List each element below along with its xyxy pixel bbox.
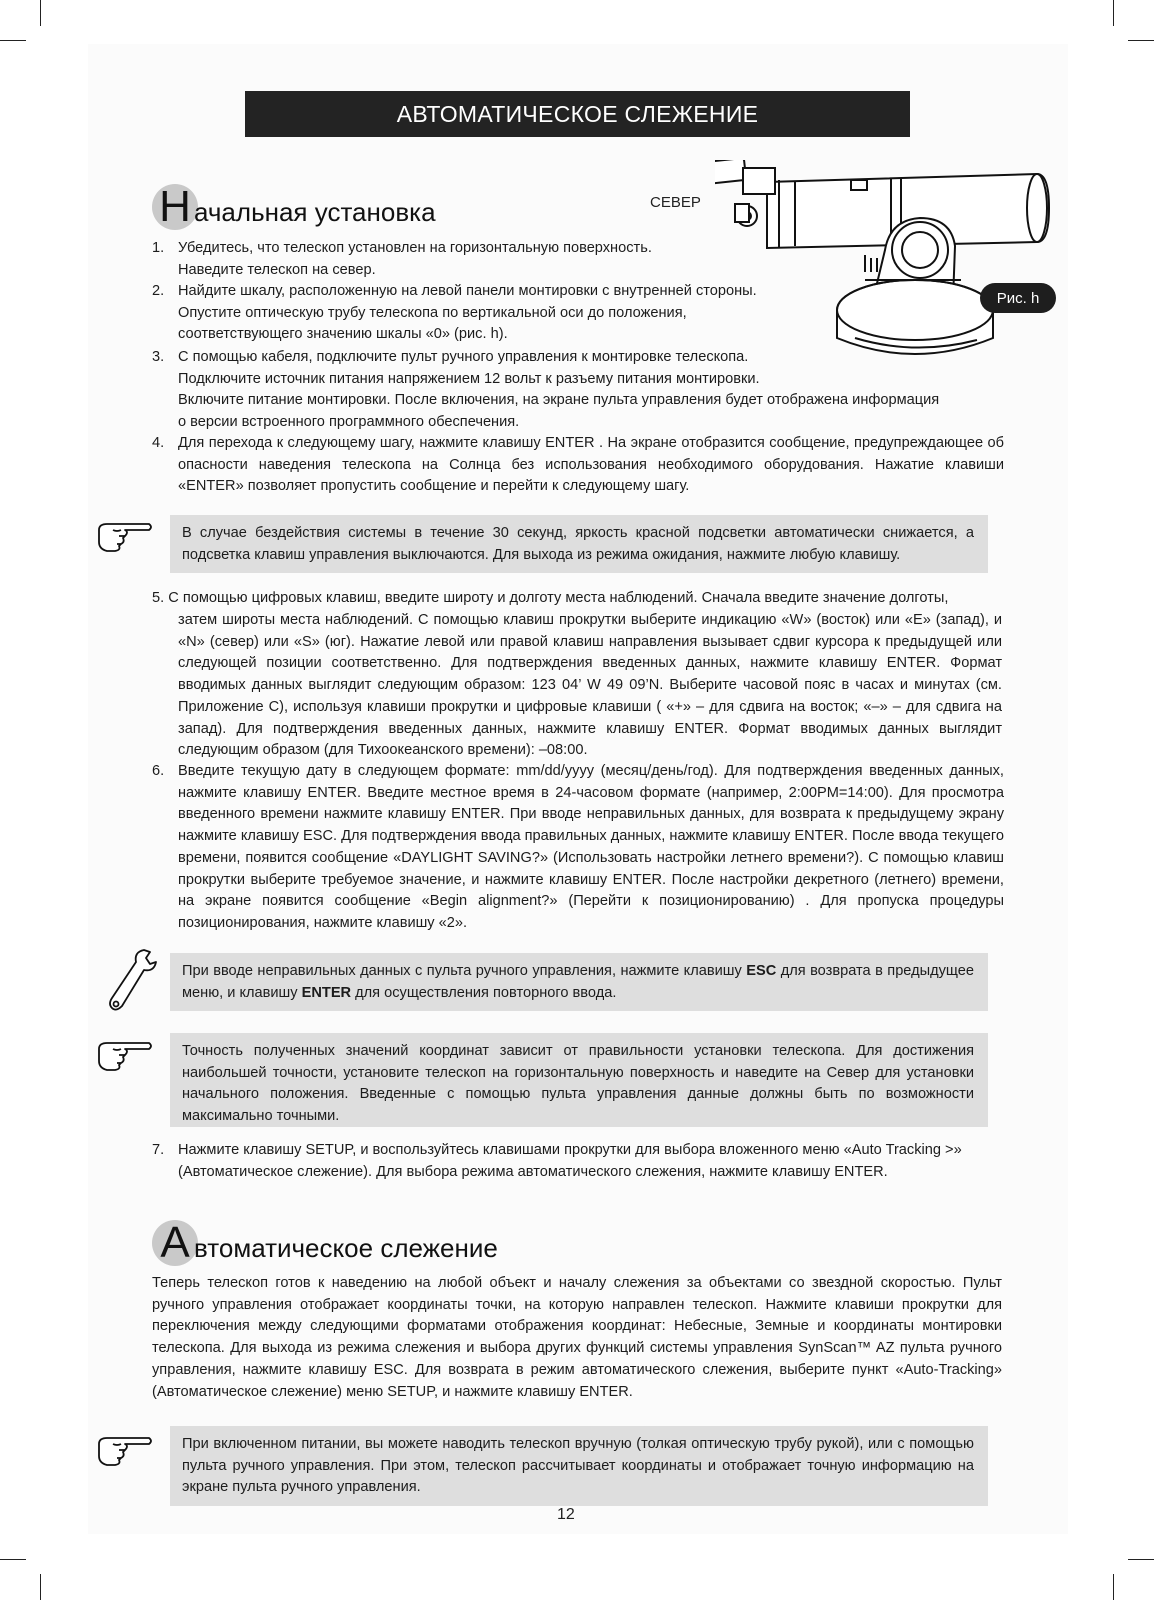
step-number: 5. xyxy=(152,590,165,606)
key-esc: ESC xyxy=(746,963,777,979)
crop-mark xyxy=(0,1559,26,1560)
auto-tracking-paragraph: Теперь телескоп готов к наведению на любой объект и началу слежения за объектами со звездной скоростью. Пульт ручного управления отображает координаты точки, на которую направлен телескоп. Нажмите клавиши прокрутки для переключения между следующими форматами отображения координат: Небесные, Земные и координаты монтировки телескопа. Для выхода из режима слежения и выбора других функций системы управления SynScan™ AZ пульта ручного управления, нажмите клавишу ESC. Для возврата в режим автоматического слежения, выберите пункт «Auto-Tracking» (Автоматическое слежение) меню SETUP, и нажмите клавишу ENTER. xyxy=(152,1275,1002,1400)
section-heading-text: ачальная установка xyxy=(194,196,436,227)
note-text: При вводе неправильных данных с пульта ручного управления, нажмите клавишу xyxy=(182,963,747,979)
step-line: Опустите оптическую трубу телескопа по вертикальной оси до положения, xyxy=(178,304,687,321)
crop-mark xyxy=(1113,0,1114,26)
step-text xyxy=(178,347,1008,434)
note-box-standby: В случае бездействия системы в течение 30 секунд, яркость красной подсветки автоматически снижается, а подсветка клавиш управления выключаются. Для выхода из режима ожидания, нажмите любую клавишу. xyxy=(170,515,988,573)
step-number: 1. xyxy=(152,240,165,256)
step-line: Убедитесь, что телескоп установлен на горизонтальную поверхность. xyxy=(178,240,652,256)
pointing-hand-icon xyxy=(95,1432,155,1468)
pointing-hand-icon xyxy=(95,1037,155,1073)
wrench-icon xyxy=(104,946,160,1014)
step-line: Включите питание монтировки. После включения, на экране пульта управления будет отображена информация xyxy=(178,392,940,409)
step-line: Наведите телескоп на север. xyxy=(178,261,376,278)
step-number: 2. xyxy=(152,283,165,299)
crop-mark xyxy=(1128,1559,1154,1560)
step-line: Подключите источник питания напряжением 12 вольт к разъему питания монтировки. xyxy=(178,370,760,387)
page-title: АВТОМАТИЧЕСКОЕ СЛЕЖЕНИЕ xyxy=(245,91,910,137)
crop-mark xyxy=(40,1574,41,1600)
step-text: Для перехода к следующему шагу, нажмите клавишу ENTER . На экране отобразится сообщение, предупреждающее об опасности наведения телескопа на Солнца без использования необходимого оборудования. Нажатие клавиши «ENTER» позволяет пропустить сообщение и перейти к следующему шагу. xyxy=(178,435,1004,495)
step-text: Введите текущую дату в следующем формате: mm/dd/yyyy (месяц/день/год). Для подтверждения введенных данных, нажмите клавишу ENTER. Введите местное время в 24-часовом формате (например, 2:00PM=14:00). Для просмотра введенного времени нажмите клавишу ENTER. При вводе неправильных данных, для возврата к предыдущему экрану нажмите клавишу ESC. Для подтверждения ввода правильных данных, нажмите клавишу ENTER. После ввода текущего времени, появится сообщение «DAYLIGHT SAVING?» (Использовать настройки летнего времени?). С помощью клавиш прокрутки выберите требуемое значение, и нажмите клавишу ENTER. После настройки декретного (летнего) времени, на экране появится сообщение «Begin alignment?» (Перейти к позиционированию) . Для пропуска процедуры позиционирования, нажмите клавишу «2». xyxy=(178,763,1004,931)
note-box-esc xyxy=(170,953,988,1011)
step-line: о версии встроенного программного обеспечения. xyxy=(178,414,520,431)
note-text: для осуществления повторного ввода. xyxy=(351,984,617,1001)
drop-cap: Н xyxy=(152,184,198,230)
crop-mark xyxy=(1113,1574,1114,1600)
step-number: 6. xyxy=(152,763,165,779)
step-5-continuation: затем широты места наблюдений. С помощью клавиш прокрутки выберите индикацию «W» (восток) или «E» (запад), и «N» (север) или «S» (юг). Нажатие левой или правой клавиш направления вызывает сдвиг курсора к предыдущей или следующей позиции соответственно. Для подтверждения введенных данных, нажмите клавишу ENTER. Формат вводимых данных выглядит следующим образом: 123 04’ W 49 09’N. Выберите часовой пояс в часах и минутах (см. Приложение С), используя клавиши прокрутки и цифровые клавиши ( «+» – для сдвига на восток; «–» – для сдвига на запад). Для подтверждения введенных данных, нажмите клавишу ENTER. Формат вводимых данных выглядит следующим образом (для Тихоокеанского времени): –08:00. xyxy=(178,612,1002,759)
telescope-illustration xyxy=(715,160,1055,375)
crop-mark xyxy=(40,0,41,26)
step-number: 7. xyxy=(152,1142,165,1158)
step-line: С помощью кабеля, подключите пульт ручного управления к монтировке телескопа. xyxy=(178,349,749,365)
step-text xyxy=(178,281,757,346)
section-heading-initial-setup xyxy=(152,184,436,230)
figure-caption-badge: Рис. h xyxy=(980,283,1056,313)
crop-mark xyxy=(0,40,26,41)
note-box-accuracy: Точность полученных значений координат зависит от правильности установки телескопа. Для достижения наибольшей точности, установите телескоп на горизонтальную поверхность и наведите на Север для установки начального положения. Введенные с помощью пульта управления данные должны быть по возможности максимально точными. xyxy=(170,1033,988,1127)
step-text xyxy=(178,238,652,281)
pointing-hand-icon xyxy=(95,518,155,554)
list-item-step-5 xyxy=(152,588,1002,610)
crop-mark xyxy=(1128,40,1154,41)
drop-cap: А xyxy=(152,1220,198,1266)
section-heading-text: втоматическое слежение xyxy=(194,1232,498,1263)
step-number: 4. xyxy=(152,435,165,451)
north-label: СЕВЕР xyxy=(650,194,701,211)
step-text: С помощью цифровых клавиш, введите широту и долготу места наблюдений. Сначала введите значение долготы, xyxy=(168,590,949,606)
step-line: Найдите шкалу, расположенную на левой панели монтировки с внутренней стороны. xyxy=(178,283,757,299)
note-box-manual: При включенном питании, вы можете наводить телескоп вручную (толкая оптическую трубу рукой), или с помощью пульта ручного управления. При этом, телескоп рассчитывает координаты и отображает точную информацию на экране пульта ручного управления. xyxy=(170,1426,988,1506)
page-number: 12 xyxy=(557,1506,575,1523)
step-number: 3. xyxy=(152,349,165,365)
note-text: для возврата в предыдущее меню, и клавишу xyxy=(182,963,974,1001)
step-line: соответствующего значению шкалы «0» (рис. h). xyxy=(178,326,508,343)
key-enter: ENTER xyxy=(301,984,352,1001)
section-heading-auto-tracking xyxy=(152,1220,498,1266)
step-text: Нажмите клавишу SETUP, и воспользуйтесь клавишами прокрутки для выбора вложенного меню «Auto Tracking >» (Автоматическое слежение). Для выбора режима автоматического слежения, нажмите клавишу ENTER. xyxy=(178,1142,962,1180)
